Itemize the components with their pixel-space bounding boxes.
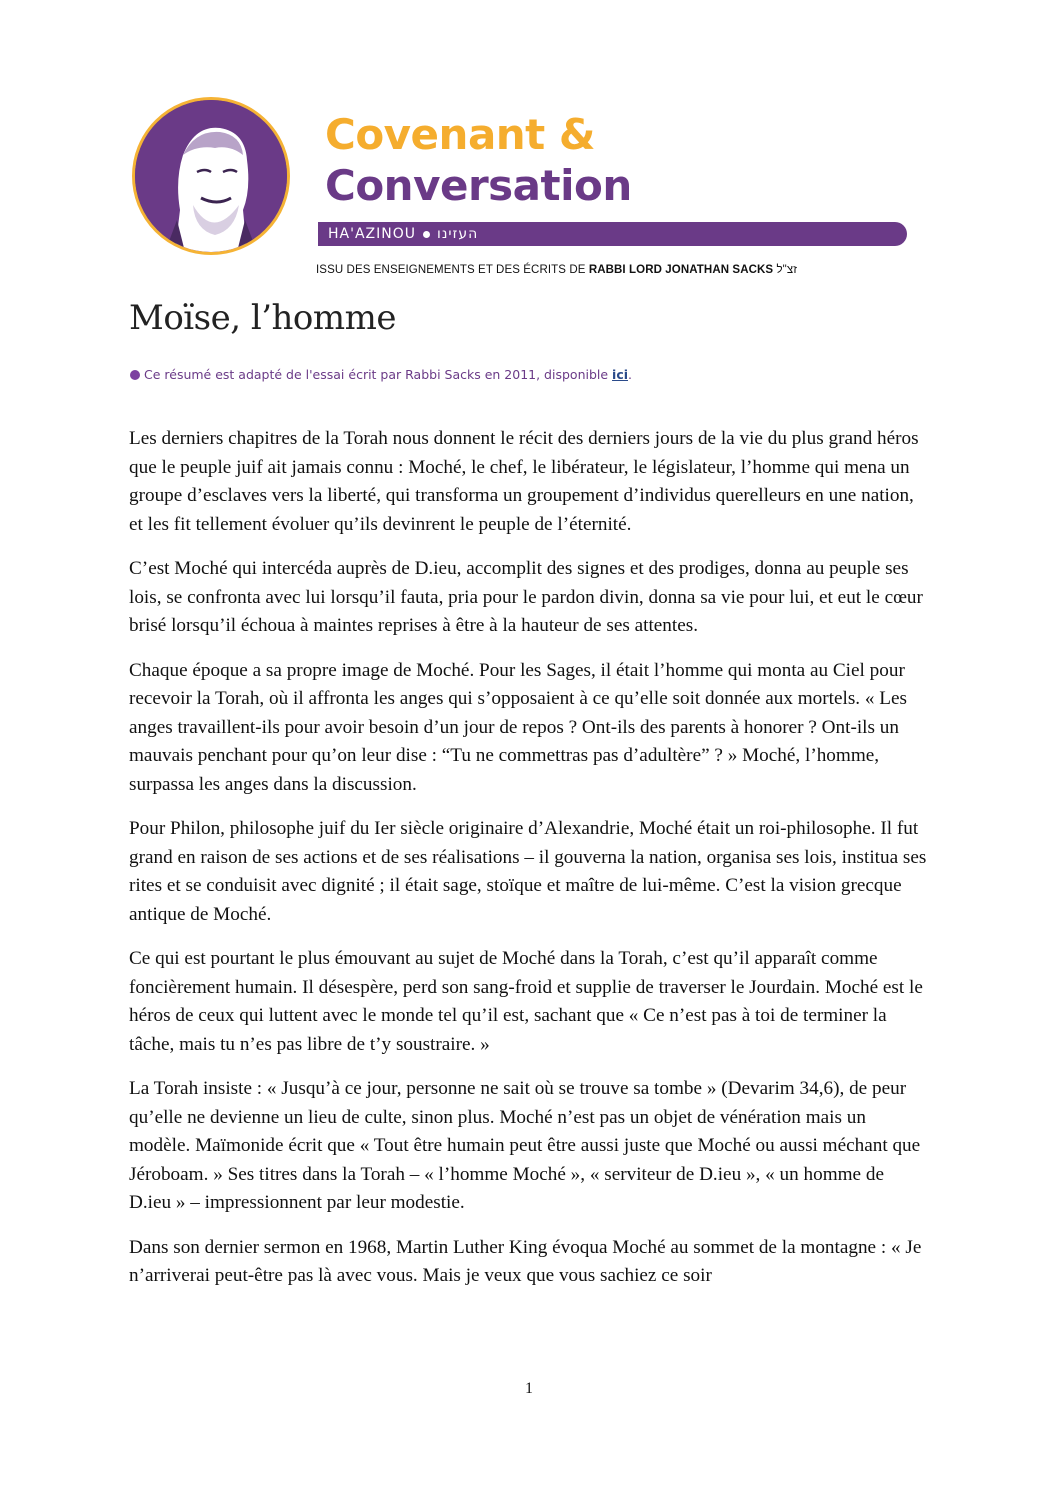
paragraph: Les derniers chapitres de la Torah nous donnent le récit des derniers jours de la vie du plus grand héros que le peuple juif ait jamais connu : Moché, le chef, le libérateur, le législateur, l’homme qui mena un groupe d’esclaves vers la liberté, qui transforma un groupement d’individus querelleurs en une nation, et les fit tellement évoluer qu’ils devinrent le peuple de l’éternité. xyxy=(129,428,919,535)
parsha-hebrew: העזינו xyxy=(437,226,479,242)
byline xyxy=(316,264,797,276)
bullet-icon xyxy=(130,370,140,380)
brand-line-2: Conversation xyxy=(325,161,632,210)
paragraph: La Torah insiste : « Jusqu’à ce jour, personne ne sait où se trouve sa tombe » (Devarim 34,6), de peur qu’elle ne devienne un lieu de culte, sinon plus. Moché n’est pas un objet de vénération mais un modèle. Maïmonide écrit que « Tout être humain peut être aussi juste que Moché ou aussi méchant que Jéroboam. » Ses titres dans la Torah – « l’homme Moché », « serviteur de D.ieu », « un homme de D.ieu » – impressionnent par leur modestie. xyxy=(129,1078,921,1213)
byline-prefix: ISSU DES ENSEIGNEMENTS ET DES ÉCRITS DE xyxy=(316,264,589,276)
paragraph: C’est Moché qui intercéda auprès de D.ieu, accomplit des signes et des prodiges, donna au peuple ses lois, se confronta avec lui lorsqu’il fauta, pria pour le pardon divin, donna sa vie pour lui, et eut le cœur brisé lorsqu’il échoua à maintes reprises à être à la hauteur de ses attentes. xyxy=(129,558,923,636)
parsha-latin: HA'AZINOU xyxy=(328,226,416,242)
paragraph: Ce qui est pourtant le plus émouvant au sujet de Moché dans la Torah, c’est qu’il apparaît comme foncièrement humain. Il désespère, perd son sang-froid et supplie de traverser le Jourdain. Moché est le héros de ceux qui luttent avec le monde tel qu’il est, sachant que « Ce n’est pas à toi de terminer la tâche, mais tu n’es pas libre de t’y soustraire. » xyxy=(129,948,923,1055)
summary-note xyxy=(130,367,632,382)
bullet-dot-icon xyxy=(423,231,430,238)
summary-text: Ce résumé est adapté de l'essai écrit par Rabbi Sacks en 2011, disponible xyxy=(144,367,613,382)
paragraph: Chaque époque a sa propre image de Moché. Pour les Sages, il était l’homme qui monta au Ciel pour recevoir la Torah, où il affronta les anges qui s’opposaient à ce qu’elle soit donnée aux mortels. « Les anges travaillent-ils pour avoir besoin d’un jour de repos ? Ont-ils des parents à honorer ? Ont-ils un mauvais penchant pour qu’on leur dise : “Tu ne commettras pas d’adultère” ? » Moché, l’homme, surpassa les anges dans la discussion. xyxy=(129,659,907,795)
portrait-illustration-icon xyxy=(135,100,287,252)
brand-title xyxy=(325,110,632,210)
summary-link[interactable]: ici xyxy=(612,367,629,382)
article-title: Moïse, l’homme xyxy=(129,298,396,338)
byline-suffix: זצ"ל xyxy=(776,264,798,276)
portrait-logo xyxy=(132,97,290,255)
brand-line-1: Covenant & xyxy=(325,110,596,159)
page-number: 1 xyxy=(525,1380,533,1397)
article-body xyxy=(129,425,929,1307)
paragraph: Pour Philon, philosophe juif du Ier siècle originaire d’Alexandrie, Moché était un roi-philosophe. Il fut grand en raison de ses actions et de ses réalisations – il gouverna la nation, organisa ses lois, institua ses rites et se conduisit avec dignité ; il était sage, stoïque et maître de lui-même. C’est la vision grecque antique de Moché. xyxy=(129,818,927,925)
parsha-banner xyxy=(318,222,907,246)
byline-name: RABBI LORD JONATHAN SACKS xyxy=(588,264,774,276)
summary-end: . xyxy=(628,367,632,382)
paragraph: Dans son dernier sermon en 1968, Martin Luther King évoqua Moché au sommet de la montagne : « Je n’arriverai peut-être pas là avec vous. Mais je veux que vous sachiez ce soir xyxy=(129,1236,922,1286)
